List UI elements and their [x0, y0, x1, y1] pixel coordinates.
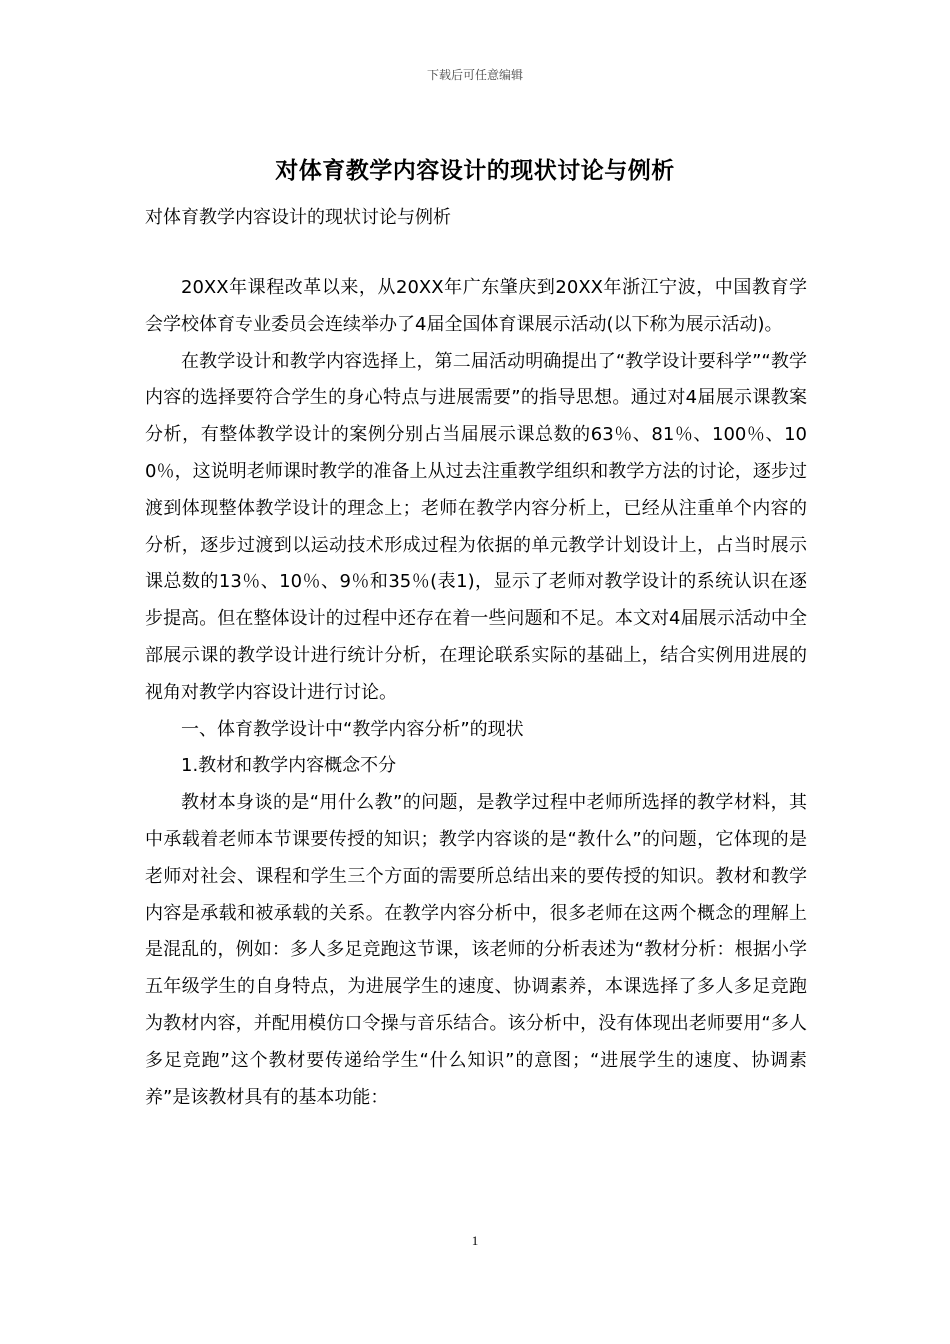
document-title: 对体育教学内容设计的现状讨论与例析: [275, 158, 675, 184]
section-heading: 一、体育教学设计中“教学内容分析”的现状: [181, 718, 524, 740]
paragraph-intro: 20XX年课程改革以来，从20XX年广东肇庆到20XX年浙江宁波，中国教育学会学校体育专业委员会连续举办了4届全国体育课展示活动(以下称为展示活动)。: [145, 277, 807, 335]
page-number: 1: [471, 1233, 479, 1248]
document-subtitle: 对体育教学内容设计的现状讨论与例析: [145, 207, 451, 228]
page-header-note: 下载后可任意编辑: [426, 68, 523, 82]
document-body: [145, 270, 807, 1116]
paragraph-textbook: 教材本身谈的是“用什么教”的问题，是教学过程中老师所选择的教学材料，其中承载着老师本节课要传授的知识；教学内容谈的是“教什么”的问题，它体现的是老师对社会、课程和学生三个方面的需要所总结出来的要传授的知识。教材和教学内容是承载和被承载的关系。在教学内容分析中，很多老师在这两个概念的理解上是混乱的，例如：多人多足竞跑这节课，该老师的分析表述为“教材分析：根据小学五年级学生的自身特点，为进展学生的速度、协调素养，本课选择了多人多足竞跑为教材内容，并配用模仿口令操与音乐结合。该分析中，没有体现出老师要用“多人多足竞跑”这个教材要传递给学生“什么知识”的意图；“进展学生的速度、协调素养”是该教材具有的基本功能：: [145, 792, 807, 1108]
subsection-heading: 1.教材和教学内容概念不分: [181, 755, 397, 777]
paragraph-analysis: 在教学设计和教学内容选择上，第二届活动明确提出了“教学设计要科学”“教学内容的选择要符合学生的身心特点与进展需要”的指导思想。通过对4届展示课教案分析，有整体教学设计的案例分别占当届展示课总数的63％、81％、100％、100％，这说明老师课时教学的准备上从过去注重教学组织和教学方法的讨论，逐步过渡到体现整体教学设计的理念上；老师在教学内容分析上，已经从注重单个内容的分析，逐步过渡到以运动技术形成过程为依据的单元教学计划设计上，占当时展示课总数的13％、10％、9％和35％(表1)，显示了老师对教学设计的系统认识在逐步提高。但在整体设计的过程中还存在着一些问题和不足。本文对4届展示活动中全部展示课的教学设计进行统计分析，在理论联系实际的基础上，结合实例用进展的视角对教学内容设计进行讨论。: [145, 350, 807, 703]
